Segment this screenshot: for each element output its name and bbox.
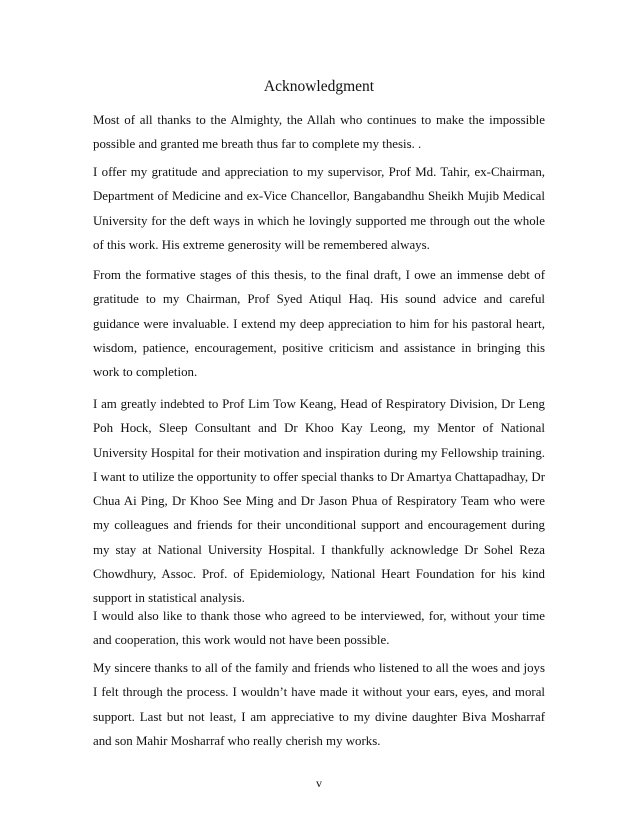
document-page	[93, 0, 545, 826]
paragraph-family: My sincere thanks to all of the family and friends who listened to all the woes and joys I felt through the process. I wouldn’t have made it without your ears, eyes, and moral support. Last but not least, I am appreciative to my divine daughter Biva Mosharraf and son Mahir Mosharraf who really cherish my works.	[93, 661, 545, 748]
page-title: Acknowledgment	[263, 78, 375, 95]
paragraph-supervisor: I offer my gratitude and appreciation to my supervisor, Prof Md. Tahir, ex-Chairman, Department of Medicine and ex-Vice Chancellor, Bangabandhu Sheikh Mujib Medical University for the deft ways in which he lovingly supported me through out the whole of this work. His extreme generosity will be remembered always.	[93, 165, 545, 252]
page-number: v	[316, 776, 322, 790]
paragraph-chairman: From the formative stages of this thesis, to the final draft, I owe an immense debt of gratitude to my Chairman, Prof Syed Atiqul Haq. His sound advice and careful guidance were invaluable. I extend my deep appreciation to him for his pastoral heart, wisdom, patience, encouragement, positive criticism and assistance in bringing this work to completion.	[93, 268, 545, 380]
paragraph-almighty: Most of all thanks to the Almighty, the Allah who continues to make the impossible possible and granted me breath thus far to complete my thesis. .	[93, 113, 545, 152]
paragraph-interviewees: I would also like to thank those who agreed to be interviewed, for, without your time and cooperation, this work would not have been possible.	[93, 609, 545, 648]
paragraph-respiratory-team: I am greatly indebted to Prof Lim Tow Keang, Head of Respiratory Division, Dr Leng Poh Hock, Sleep Consultant and Dr Khoo Kay Leong, my Mentor of National University Hospital for their motivation and inspiration during my Fellowship training. I want to utilize the opportunity to offer special thanks to Dr Amartya Chattapadhay, Dr Chua Ai Ping, Dr Khoo See Ming and Dr Jason Phua of Respiratory Team who were my colleagues and friends for their unconditional support and encouragement during my stay at National University Hospital. I thankfully acknowledge Dr Sohel Reza Chowdhury, Assoc. Prof. of Epidemiology, National Heart Foundation for his kind support in statistical analysis.	[93, 397, 545, 606]
